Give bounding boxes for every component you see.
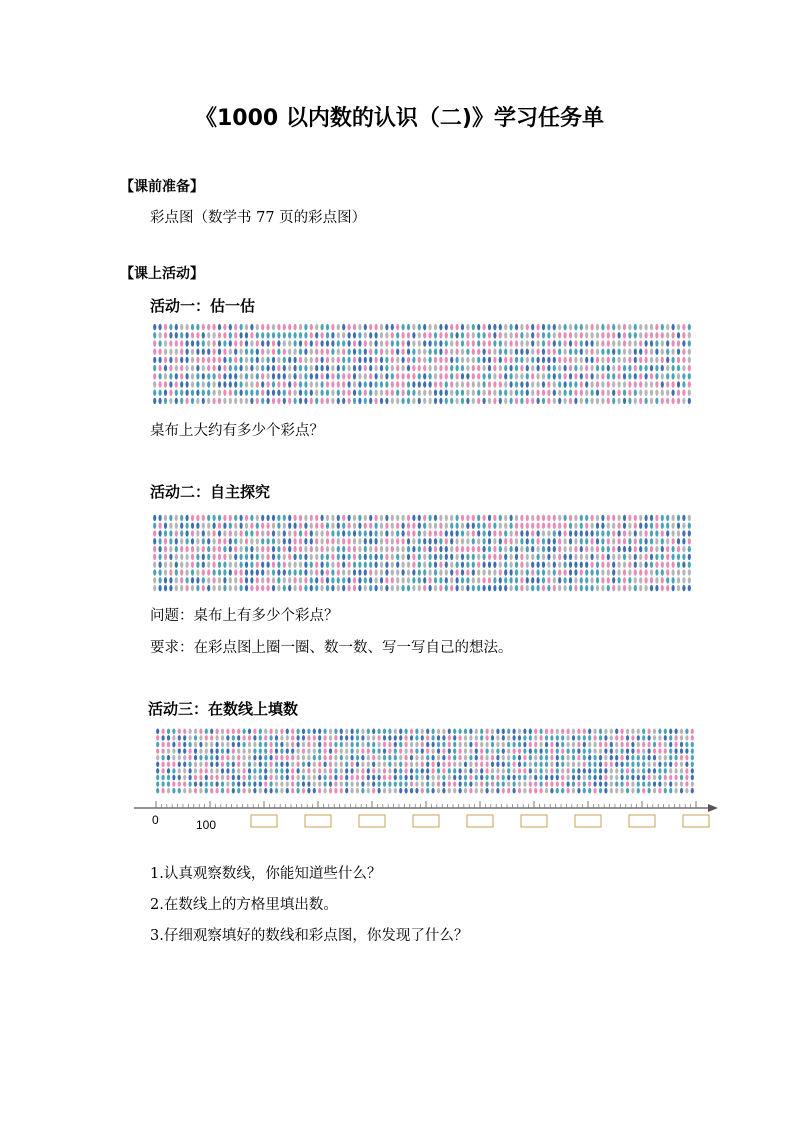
activity2-title: 活动二：自主探究 (150, 483, 271, 501)
activity3-question-2: 2.在数线上的方格里填出数。 (150, 897, 338, 913)
number-line-blank-box (683, 815, 709, 827)
activity3-question-3: 3.仔细观察填好的数线和彩点图，你发现了什么？ (150, 928, 469, 944)
activity1-title: 活动一：估一估 (150, 297, 256, 315)
number-line-blank-box (413, 815, 439, 827)
number-line-blank-box (305, 815, 331, 827)
activity2-requirement: 要求：在彩点图上圈一圈、数一数、写一写自己的想法。 (150, 640, 513, 656)
color-dot-grid-3 (155, 728, 695, 794)
page-title: 《1000 以内数的认识（二)》学习任务单 (195, 106, 604, 131)
number-line (130, 796, 725, 836)
activity3-title: 活动三：在数线上填数 (148, 700, 299, 718)
activity1-question: 桌布上大约有多少个彩点？ (150, 423, 324, 439)
activity3-question-1: 1.认真观察数线，你能知道些什么？ (150, 866, 382, 882)
class-activities-heading: 【课上活动】 (120, 266, 204, 282)
number-line-zero-label: 0 (152, 813, 159, 827)
number-line-blank-box (521, 815, 547, 827)
color-dot-grid-2 (152, 514, 692, 592)
number-line-blank-box (467, 815, 493, 827)
number-line-blank-box (251, 815, 277, 827)
number-line-arrow (708, 804, 718, 812)
activity2-question: 问题：桌布上有多少个彩点？ (150, 608, 339, 624)
color-dot-grid-1 (152, 323, 692, 405)
number-line-blank-box (629, 815, 655, 827)
prep-heading: 【课前准备】 (120, 179, 204, 195)
prep-text: 彩点图（数学书 77 页的彩点图） (150, 210, 367, 226)
number-line-blank-box (575, 815, 601, 827)
number-line-100-label: 100 (196, 818, 217, 832)
number-line-blank-box (359, 815, 385, 827)
